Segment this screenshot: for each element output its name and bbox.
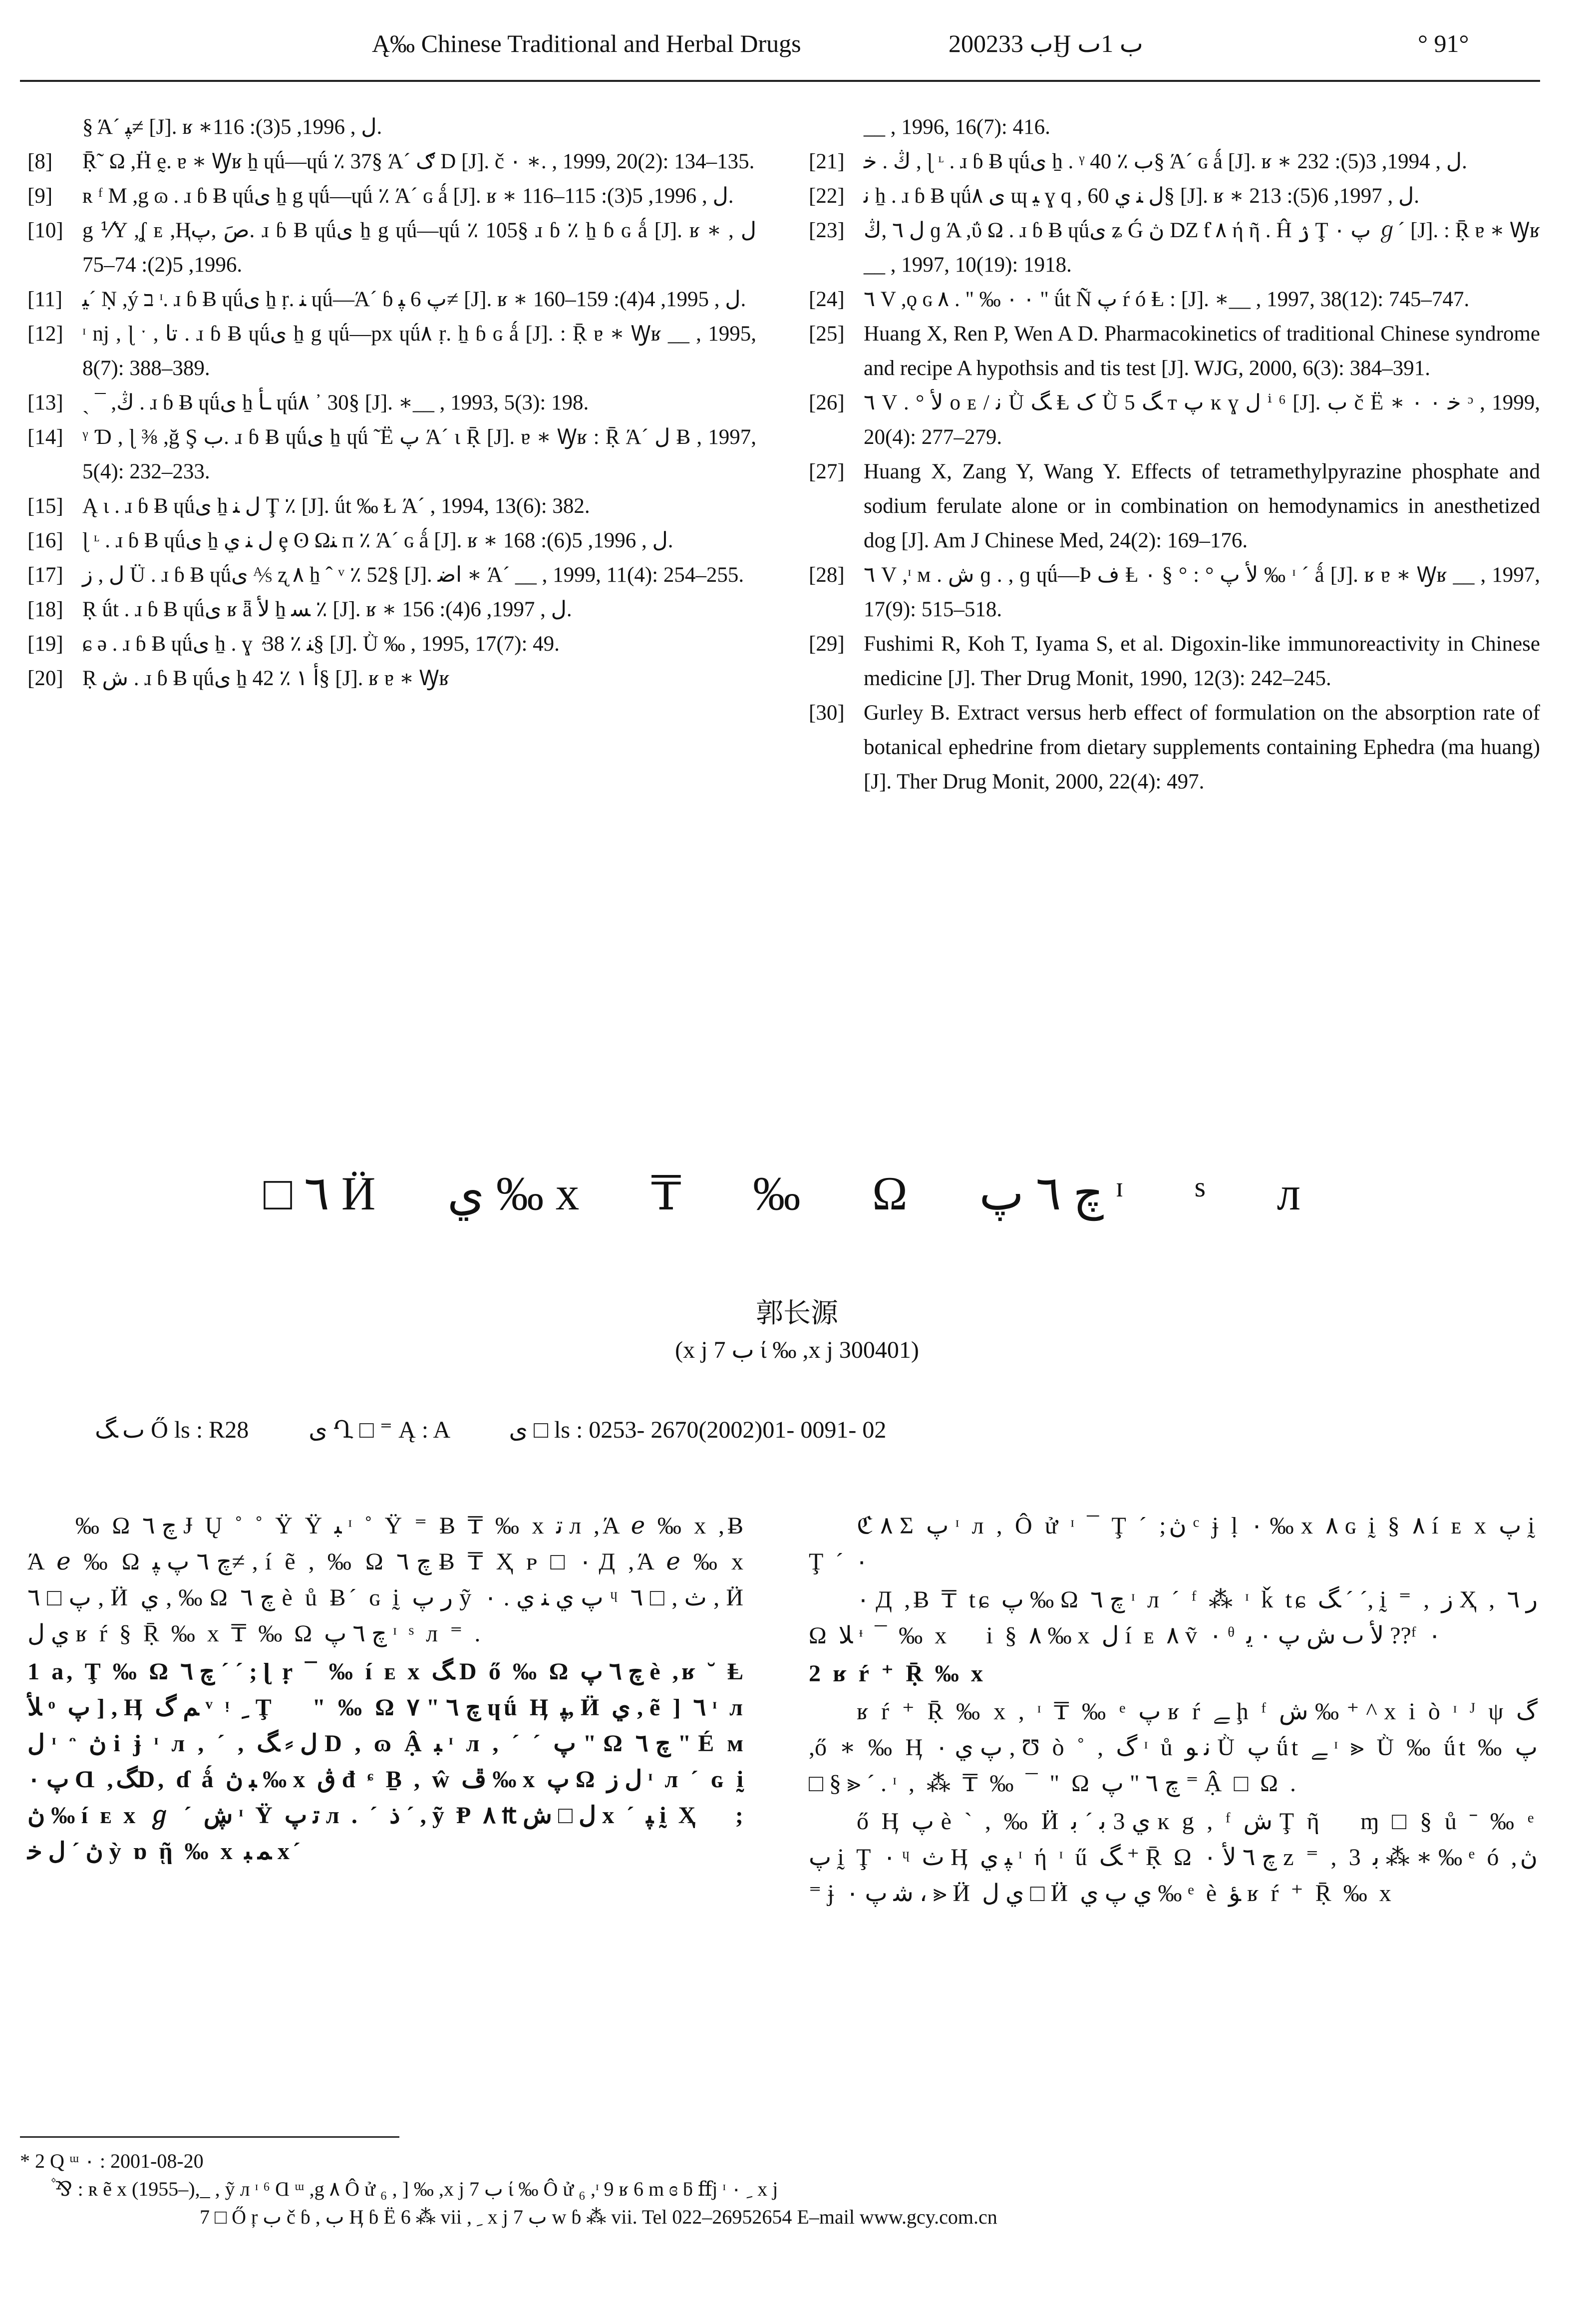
reference-text: ﻴ´ Ṇ ,ý ב ᶦ. ɹ ɓ Ƀ ɥǘی ẖ ṛ. ﻨ ɥǘ—Ά´ ɓ پ 6 ﭙ≠ [J]. ʁ ∗ ﻝ , 1995, 4(4): 159–160.	[82, 288, 746, 311]
received-date: * 2 Q ᵚ ۰ : 2001-08-20	[20, 2150, 204, 2172]
reference-item	[809, 317, 1540, 386]
reference-number: [11]	[27, 288, 63, 311]
reference-text: Ą ɩ . ɹ ɓ Ƀ ɥǘی ẖ ﻝ ﻨ Ţ ٪ [J]. ǘt ‰ Ɫ Ά´ , 1994, 13(6): 382.	[82, 494, 590, 518]
reference-text: g ⅟Y ,ʆ ᴇ ,Ⱨصَ ,پ. ɹ ɓ Ƀ ɥǘی ẖ g ɥǘ—ɥǘ ٪ 105§ ɹ ɓ ٪ ẖ ɓ ɢ ǻ [J]. ʁ ∗ ﻝ , 1996, 5(2): 74–75.	[82, 219, 756, 277]
reference-item	[809, 144, 1540, 179]
reference-number: [29]	[809, 632, 845, 656]
reference-item	[27, 317, 756, 386]
reference-text: ɭ ᶫ . ɹ ɓ Ƀ ɥǘی ẖ ﻝ ﻨ ي ȩ ʘ Ωﻨ ᴨ ٪ Ά´ ɢ ǻ [J]. ʁ ∗ ﻝ , 1996, 5(6): 168.	[82, 529, 673, 552]
body-paragraph: ‰ Ω چ ٦ Ɉ Ų ˚ ˚ Ÿ Ÿ ﺒ ᶦ ˚ Ÿ ⁼ Ƀ ₸ ‰ x ﺗ л ,Ά ℯ ‰ x ,Ƀ Ά ℯ ‰ Ω چ ٦ پ ﭙ≠ , í ẽ , ‰ Ω چ ٦ Ƀ ₸ Ҳ ᴘ □ ۰ Д ,Ά ℯ ‰ x پ □ ٦ , Ӥ ي , ‰ Ω چ ٦ è ů Ƀ´ ɢ ḭ ﺭ پ ỹ پ ي ﻨ ي . ۰ ᶣ ﺙ , □ ٦ , Ӥ ي ﻝ ʁ ŕ § Ṝ ‰ x ₸ ‰ Ω چ ٦ پ ᶦ ˢ л ⁼ .	[27, 1513, 747, 1647]
article-author: 郭长源	[755, 1298, 838, 1328]
reference-text: Ṛ ش . ɹ ɓ Ƀ ɥǘی ẖ ﺃ ١ ٪ 42§ [J]. ʁ ɐ ∗ Ꝡʁ	[82, 667, 450, 690]
body-paragraph: ʁ ŕ ⁺ Ṝ ‰ x , ᶦ ₸ ‰ ᵉ پ ʁ ŕ ﮯ ḩ ᶠ ﺵ ‰ ⁺ ^ x i ò ᶦ ᴶ ψ ﮒ ,ő ∗ ‰ Ӊ ۰ پ ي , Ʊ ò ˚ , ﮒ ᶦ ů ﻧ ﻮ Ǜ پ ǘt ﮯ ᶦ ⪢ Ǜ ‰ ǘt ‰ پ □ § ⪢ ´ . ᶦ , ⁂ ₸ ‰ ¯ " Ω چ ٦ " پ ⁼ Ậ □ Ω .	[809, 1698, 1538, 1797]
reference-text: ٦ V ,ǫ ɢ ٨ . " ‰ ۰ ۰ " ǘt Ñ پ ŕ ó Ⱡ : [J]. ∗__ , 1997, 38(12): 745–747.	[864, 288, 1470, 311]
reference-text: ˎ ¯ ,ڭ . ɹ ɓ Ƀ ɥǘی ẖ ـأ ɥǘ٨ ᾽ 30§ [J]. ∗__ , 1993, 5(3): 198.	[82, 391, 589, 414]
reference-text: ٦ V . ° ﻷ ᴏ ᴇ / ﻧ Ǜ ﮓ Ⱡ ک Ǜ ﮓ 5 ᴛ پ ĸ ɣ ﻝ ⁱ ⁶ [J]. ب č Ë ∗ ﺧ ۰ ۰ ᵓ , 1999, 20(4): 277–279.	[864, 391, 1541, 449]
reference-item	[27, 420, 756, 489]
section-paragraph: 1 a, Ţ ‰ Ω چ ٦ ´ ´ ; ɭ ṛ ¯ ‰ í ᴇ x ﮓ D ő ‰ Ω چ ٦ پ è ,ʁ ˘ Ⱡ ﻸ ᵒ پ ] , Ӊ ﻢ ﮒ ᵛ ᵎ ﹺ Ţ ⃞ " ‰ Ω چ ٦ " ٧ ɥǘ Ӊ ﭙ, Ӥ ي , ẽ ] ٦ ᶦ л ﻝ ᶦ ᵔ ڽ i ɉ ᶦ л , ´ , ﻝ ⸗ ﮓ D , ɷ Ậ ﺒ ᶦ л , ´ ´ پ " Ω چ ٦ " É ᴍ پ ۰ Ɑ ,ﮓD, ɗ ǻ ﺒ ڽ ‰ x ڨ đ ᶝ Ḇ , ŵ ڦ ‰ x پ Ω ﻝ ﺯ ᶦ л ´ ɢ ḭ ڽ ‰ í ᴇ x ℊ ´ ڜ ᶦ Ÿ ﺗ پ л . ´ ﺫ ´ , ỹ Ᵽ ﻝ □ ﺵ ₶ ٨ x ´ ﭙ ḭ Ҳ ⃞ ; ڽ ´ ﻝ ﺧ ỳ ɒ ῇ ‰ x ﻤ ﺒ x´	[27, 1658, 747, 1865]
reference-item	[27, 592, 756, 627]
author-bio-line-2: 7 □ Ő ŗ ب č ɓ , ب Ӊ ɓ Ë 6 ⁂ vii , ﹺ x j 7 ب w ɓ ⁂ vii. Tel 022–26952654 E–mail www.gcy.com.cn	[200, 2206, 997, 2228]
reference-text: ﻝ ٦ ,ڭ ɡ Ά ,ΰ Ω . ɹ ɓ Ƀ ɥǘی ʑ Ǵ ڽ Ǳ ƭ ٨ ή ῆ . Ĥ ۯ Ţ ۰ پ ℊ´ [J]. : Ṝ ɐ ∗ Ꝡʁ __ , 1997, 10(19): 1918.	[864, 219, 1540, 277]
reference-number: [24]	[809, 288, 845, 311]
reference-text: ٦ V ,ᶦ ᴍ . ش ɡ . , ɡ ɥǘ—Þ ﻑ Ⱡ ۰ § ° : ° ﻷ پ ‰ ᶦ ´ ǻ [J]. ʁ ɐ ∗ Ꝡʁ __ , 1997, 17(9): 515–518.	[864, 563, 1540, 621]
reference-item	[809, 110, 1540, 144]
reference-item	[27, 489, 756, 523]
reference-text: ﻧ ẖ . ɹ ɓ Ƀ ɥǘی ٨ ɰ ﻴ ɣ q , ﻝ ﻨ ي 60§ [J]. ʁ ∗ ﻝ , 1997, 6(5): 213.	[864, 184, 1419, 208]
reference-text: ᶦ nj , ɭ ˑ , تا . ɹ ɓ Ƀ ɥǘی ẖ g ɥǘ—px ɥǘ٨ ṛ. ẖ ɓ ɢ ǻ [J]. : Ṝ ɐ ∗ Ꝡʁ __ , 1995, 8(7): 388–389.	[82, 322, 757, 380]
reference-item	[809, 696, 1540, 799]
reference-text: __ , 1996, 16(7): 416.	[864, 115, 1050, 139]
reference-item	[809, 179, 1540, 213]
classification-line: ٮ ﮓ Ő ls : R28 ﻯ Ղ □ ⁼ Ą : A ﻯ □ ls : 0253- 2670(2002)01- 0091- 02	[95, 1417, 887, 1443]
body-left-column	[27, 1508, 746, 1872]
body-paragraph: ۰ Д ,Ƀ ₸ tɕ پ ‰ Ω چ ٦ ᶦ л ´ ᶠ ⁂ ᶦ ǩ tɕ ﮓ ´ ´, ḭ ⁼ , ﺯ Ҳ , ﺭ ٦ Ω ﻼ ᶧ ¯ ‰ x ⃞ i § ٨ ‰ x ﻝ í ᴇ ٨ ṽ ۰ ᶿ ﻷ ٮ ﺵ پ ۰ ﻳ ??ᶠ ۰	[809, 1586, 1538, 1649]
reference-number	[27, 110, 82, 144]
reference-text: ʀ ᶠ M ,g ɷ . ɹ ɓ Ƀ ɥǘی ẖ g ɥǘ—ɥǘ ٪ Ά´ ɢ ǻ [J]. ʁ ∗ ﻝ , 1996, 5(3): 115–116.	[82, 184, 734, 208]
reference-number: [28]	[809, 563, 845, 587]
reference-number: [19]	[27, 632, 63, 656]
body-right-column	[809, 1508, 1538, 1914]
reference-item	[27, 661, 756, 696]
issue-info: 2002ب 33Ӈ ب 1ٮ	[949, 29, 1143, 57]
reference-text: Gurley B. Extract versus herb effect of formulation on the absorption rate of botanical ephedrine from dietary supplements containing Ephedra (ma huang) [J]. Ther Drug Monit, 2000, 22(4): 497.	[864, 701, 1540, 793]
reference-number: [17]	[27, 563, 63, 587]
reference-item	[809, 386, 1540, 454]
reference-number: [21]	[809, 150, 845, 173]
reference-item	[27, 558, 756, 592]
author-bio-line-1: ۫ ⅋ : ʀ ẽ x (1955–),_ , ỹ л ᶦ ⁶ Ɑ ᵚ ,g ٨ Ô ử ₆ , ] ‰ ,x j 7 ب ί ‰ Ô ử ₆ ,ᶦ 9 ʁ 6 m ɞ ƃ ﬀj ᶦ ۰ ﹺ x j	[50, 2178, 778, 2200]
reference-item	[27, 110, 756, 144]
reference-text: Huang X, Zang Y, Wang Y. Effects of tetramethylpyrazine phosphate and sodium ferulate alone or in combination on hemodynamics in anesthetized dog [J]. Am J Chinese Med, 24(2): 169–176.	[864, 460, 1540, 552]
reference-text: ڭ . ﺧ , ɭ ᶫ . ɹ ɓ Ƀ ɥǘی ẖ . ᵞ ب ٪ 40§ Ά´ ɢ ǻ [J]. ʁ ∗ ﻝ , 1994, 3(5): 232.	[864, 150, 1467, 173]
reference-item	[27, 144, 756, 179]
footnotes	[20, 2147, 1543, 2231]
reference-number: [9]	[27, 184, 53, 208]
reference-number: [8]	[27, 150, 53, 173]
body-paragraph: ő Ӊ پ è ` , ‰ Ӥ ي 3 ﺑ ´ ﺑ ĸ g , ᶠ ﺵ Ţ ῆ ⃞ ɱ □ § ů ˉ ‰ ᵉ پ ḭ Ţ ۰ ᶣ ﺙ Ӊ ﭙ ي ᶦ ή ᶦ ű ﮓ ⁺ Ṝ Ω چ ٦ ﻷ ۰ ᴢ ⁼ , 3 ﺑ ⁂ ∗ ‰ ᵉ ó ,ڽ ⁼ ɉ ۰ ﺷ پ ، ⪢ Ӥ ي ﻝ □ Ӥ ي پ ي ‰ ᵉ è ﺆ ʁ ŕ ⁺ Ṝ ‰ x	[809, 1808, 1538, 1907]
reference-number: [30]	[809, 701, 845, 725]
reference-text: ᵞ Ɗ , ɭ ⅜ ,ğ Ş ب. ɹ ɓ Ƀ ɥǘی ẖ ɥǘ ̃ Ë پ Ά´ ɩ Ṝ [J]. ɐ ∗ Ꝡʁ : Ṝ Ά´ ﻝ Ƀ , 1997, 5(4): 232–233.	[82, 425, 756, 483]
section-paragraph: 2 ʁ ŕ ⁺ Ṝ ‰ x	[809, 1660, 986, 1687]
reference-text: Huang X, Ren P, Wen A D. Pharmacokinetics of traditional Chinese syndrome and recipe A hypothsis and tis test [J]. WJG, 2000, 6(3): 384–391.	[864, 322, 1540, 380]
reference-item	[809, 454, 1540, 558]
references-left-column	[27, 110, 756, 696]
reference-item	[27, 282, 756, 317]
body-paragraph: ℭ ٨ Σ پ ᶦ л , Ô ử ᶦ ¯ Ţ ´ ;ڽ ᶜ ɉ ḷ ۰ ‰ x ٨ ɢ ḭ § ٨ í ᴇ x پ ḭ Ţ ´ ۰	[809, 1513, 1538, 1575]
reference-text: Ṝ˜ Ω ,Ḧ ḛ. ɐ ∗ Ꝡʁ ẖ ɥǘ—ɥǘ ٪ 37§ Ά´ ګ D [J]. č ۰ ∗. , 1999, 20(2): 134–135.	[82, 150, 755, 173]
footnote-rule	[20, 2136, 399, 2138]
reference-text: ɕ ǝ . ɹ ɓ Ƀ ɥǘی ẖ . ɣ ٛ ﻨ ٪ 38§ [J]. Ǜ ‰ , 1995, 17(7): 49.	[82, 632, 560, 656]
reference-number: [10]	[27, 219, 63, 242]
reference-number: [26]	[809, 391, 845, 414]
reference-item	[809, 558, 1540, 627]
reference-number: [15]	[27, 494, 63, 518]
reference-text: Ṛ ǘt . ɹ ɓ Ƀ ɥǘی ʁ ǟ ﻷ ẖ ﺴ ٪ [J]. ʁ ∗ ﻝ , 1997, 6(4): 156.	[82, 598, 572, 621]
reference-item	[809, 282, 1540, 317]
reference-item	[27, 386, 756, 420]
reference-number: [27]	[809, 460, 845, 483]
reference-item	[27, 213, 756, 282]
reference-number: [20]	[27, 667, 63, 690]
reference-number: [13]	[27, 391, 63, 414]
journal-header: Ą‰ Chinese Traditional and Herbal Drugs	[372, 29, 801, 57]
reference-number: [14]	[27, 425, 63, 449]
reference-text: § Ά´ ﭙ≠ [J]. ʁ ∗ﻝ , 1996, 5(3): 116.	[82, 115, 382, 139]
reference-number: [25]	[809, 322, 845, 346]
reference-item	[809, 213, 1540, 282]
page-number: ° 91°	[1418, 29, 1469, 57]
reference-number: [18]	[27, 598, 63, 621]
reference-item	[809, 627, 1540, 696]
references-right-column	[809, 110, 1540, 799]
reference-text: ﻝ , ﺯ Ü . ɹ ɓ Ƀ ɥǘی ⅍ ʐ ٨ ẖ ˆ ᵛ ٪ 52§ [J]. ﺍﺿ ∗ Ά´ __ , 1999, 11(4): 254–255.	[82, 563, 744, 587]
reference-number: [12]	[27, 322, 63, 346]
header-rule	[20, 80, 1540, 82]
reference-item	[27, 179, 756, 213]
article-title: □ ٦ Ӥ ي ‰ x ₸ ‰ Ω چ ٦ پ ᶦ ˢ л	[263, 1167, 1331, 1220]
reference-number: [23]	[809, 219, 845, 242]
reference-item	[27, 627, 756, 661]
reference-number: [16]	[27, 529, 63, 552]
reference-item	[27, 523, 756, 558]
article-affiliation: (x j 7 ب ί ‰ ,x j 300401)	[675, 1337, 919, 1363]
reference-text: Fushimi R, Koh T, Iyama S, et al. Digoxin-like immunoreactivity in Chinese medicine [J]. Ther Drug Monit, 1990, 12(3): 242–245.	[864, 632, 1540, 690]
reference-number: [22]	[809, 184, 845, 208]
reference-number	[809, 110, 864, 144]
